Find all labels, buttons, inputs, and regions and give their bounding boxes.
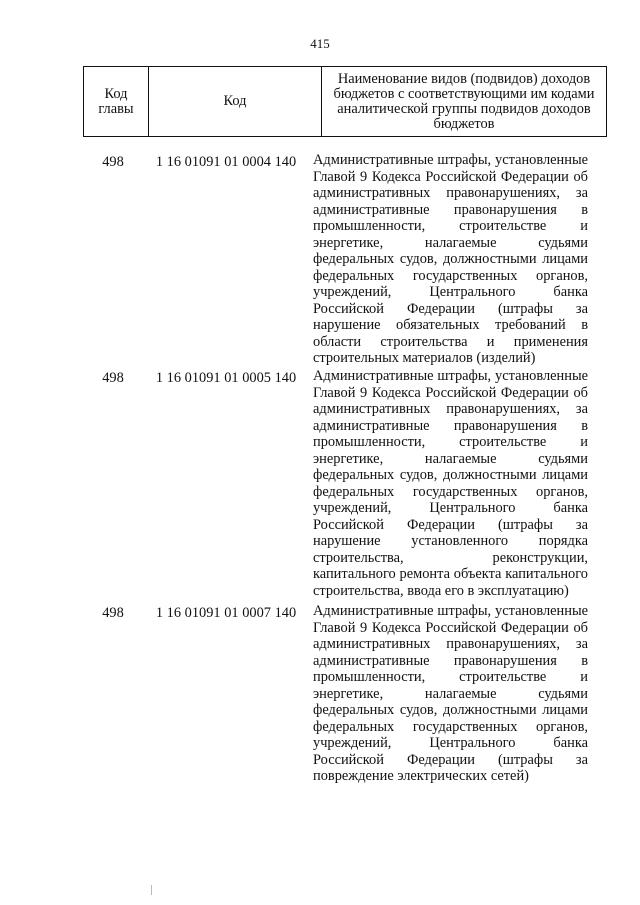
- row-revenue-name: Административные штрафы, установленные Главой 9 Кодекса Российской Федерации об административных правонарушениях, за административные правонарушения в промышленности, строительстве и энергетике, налагаемые судьями федеральных судов, должностными лицами федеральных государственных органов, учреждений, Центрального банка Российской Федерации (штрафы за нарушение установленного порядка строительства, реконструкции, капитального ремонта объекта капитального строительства, ввода его в эксплуатацию): [313, 368, 588, 599]
- header-name: Наименование видов (подвидов) доходов бюджетов с соответствующими им кодами аналитической группы подвидов доходов бюджетов: [322, 67, 607, 137]
- row-revenue-code: 1 16 01091 01 0004 140: [155, 154, 297, 170]
- table-row: [83, 603, 599, 803]
- table-row: [83, 368, 599, 603]
- page-number: 415: [310, 36, 330, 51]
- header-code: Код: [149, 67, 322, 137]
- row-revenue-code: 1 16 01091 01 0007 140: [155, 605, 297, 621]
- header-chapter-code: Код главы: [84, 67, 149, 137]
- header-row: [84, 67, 607, 137]
- row-chapter-code: 498: [102, 154, 124, 170]
- row-revenue-code: 1 16 01091 01 0005 140: [155, 370, 297, 386]
- row-chapter-code: 498: [102, 370, 124, 386]
- row-chapter-code: 498: [102, 605, 124, 621]
- table-row: [83, 152, 599, 368]
- row-revenue-name: Административные штрафы, установленные Главой 9 Кодекса Российской Федерации об административных правонарушениях, за административные правонарушения в промышленности, строительстве и энергетике, налагаемые судьями федеральных судов, должностными лицами федеральных государственных органов, учреждений, Центрального банка Российской Федерации (штрафы за нарушение обязательных требований в области строительства и применения строительных материалов (изделий): [313, 152, 588, 366]
- row-revenue-name: Административные штрафы, установленные Главой 9 Кодекса Российской Федерации об административных правонарушениях, за административные правонарушения в промышленности, строительстве и энергетике, налагаемые судьями федеральных судов, должностными лицами федеральных государственных органов, учреждений, Центрального банка Российской Федерации (штрафы за повреждение электрических сетей): [313, 603, 588, 784]
- scan-artifact: [151, 885, 152, 895]
- table-body: [83, 152, 599, 803]
- table-header: [83, 66, 607, 137]
